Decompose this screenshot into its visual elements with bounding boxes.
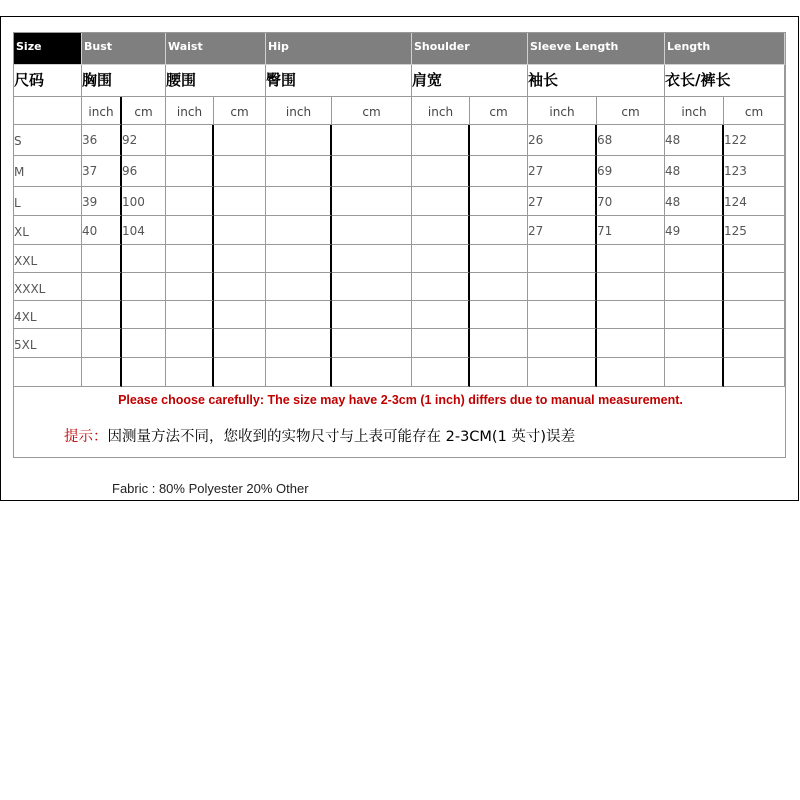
- header-cn-waist: 腰围: [166, 65, 266, 97]
- size-label: M: [14, 156, 82, 187]
- cell-waist-cm: [214, 125, 266, 156]
- cell-bust-cm: [122, 301, 166, 329]
- cell-waist-cm: [214, 329, 266, 358]
- cell-shoulder-in: [412, 245, 470, 273]
- cell-length-cm: 122: [724, 125, 785, 156]
- header-cn-bust: 胸围: [82, 65, 166, 97]
- cell-hip-in: [266, 329, 332, 358]
- header-waist: Waist: [166, 33, 266, 65]
- cell-length-in: [665, 329, 724, 358]
- cell-shoulder-in: [412, 358, 470, 387]
- cell-hip-cm: [332, 301, 412, 329]
- header-shoulder: Shoulder: [412, 33, 528, 65]
- header-cn-hip: 臀围: [266, 65, 412, 97]
- cell-shoulder-cm: [470, 301, 528, 329]
- unit-inch: inch: [528, 97, 597, 125]
- cell-sleeve-cm: [597, 329, 665, 358]
- cell-length-in: 48: [665, 187, 724, 216]
- cell-length-in: [665, 273, 724, 301]
- cell-hip-in: [266, 216, 332, 245]
- cell-hip-in: [266, 187, 332, 216]
- size-label: L: [14, 187, 82, 216]
- cell-sleeve-cm: 68: [597, 125, 665, 156]
- size-label: XXL: [14, 245, 82, 273]
- header-hip: Hip: [266, 33, 412, 65]
- cell-hip-in: [266, 125, 332, 156]
- size-label: 4XL: [14, 301, 82, 329]
- cell-shoulder-cm: [470, 245, 528, 273]
- header-bust: Bust: [82, 33, 166, 65]
- cell-bust-cm: 96: [122, 156, 166, 187]
- header-cn-length: 衣长/裤长: [665, 65, 785, 97]
- cell-hip-in: [266, 245, 332, 273]
- cell-waist-cm: [214, 216, 266, 245]
- cell-shoulder-cm: [470, 329, 528, 358]
- cell-sleeve-in: [528, 329, 597, 358]
- unit-cm: cm: [332, 97, 412, 125]
- cell-waist-in: [166, 358, 214, 387]
- unit-cm: cm: [724, 97, 785, 125]
- cell-hip-in: [266, 156, 332, 187]
- cell-length-cm: [724, 358, 785, 387]
- size-label: XL: [14, 216, 82, 245]
- cell-waist-cm: [214, 245, 266, 273]
- tip-label: 提示：: [64, 429, 108, 445]
- cell-bust-in: 37: [82, 156, 122, 187]
- cell-waist-cm: [214, 156, 266, 187]
- cell-length-cm: 125: [724, 216, 785, 245]
- cell-hip-in: [266, 273, 332, 301]
- cell-length-in: 49: [665, 216, 724, 245]
- cell-waist-cm: [214, 358, 266, 387]
- cell-length-cm: [724, 273, 785, 301]
- cell-hip-cm: [332, 187, 412, 216]
- cell-sleeve-in: 27: [528, 216, 597, 245]
- cell-hip-cm: [332, 156, 412, 187]
- cell-shoulder-cm: [470, 187, 528, 216]
- cell-sleeve-cm: [597, 301, 665, 329]
- cell-hip-cm: [332, 329, 412, 358]
- cell-bust-cm: [122, 358, 166, 387]
- cell-sleeve-cm: 71: [597, 216, 665, 245]
- header-length: Length: [665, 33, 785, 65]
- cell-sleeve-cm: [597, 245, 665, 273]
- cell-length-cm: 124: [724, 187, 785, 216]
- cell-shoulder-cm: [470, 125, 528, 156]
- unit-cm: cm: [597, 97, 665, 125]
- size-label: S: [14, 125, 82, 156]
- measurement-warning-chinese: [64, 425, 575, 446]
- measurement-warning-english: Please choose carefully: The size may have 2-3cm (1 inch) differs due to manual measurement.: [118, 393, 683, 407]
- cell-waist-cm: [214, 273, 266, 301]
- cell-shoulder-in: [412, 187, 470, 216]
- cell-bust-cm: [122, 273, 166, 301]
- cell-waist-in: [166, 273, 214, 301]
- cell-length-cm: [724, 301, 785, 329]
- cell-shoulder-cm: [470, 273, 528, 301]
- unit-inch: inch: [82, 97, 122, 125]
- cell-shoulder-in: [412, 216, 470, 245]
- size-label: 5XL: [14, 329, 82, 358]
- cell-shoulder-cm: [470, 216, 528, 245]
- cell-length-in: [665, 358, 724, 387]
- header-cn-size: 尺码: [14, 65, 82, 97]
- cell-sleeve-in: [528, 358, 597, 387]
- cell-bust-in: [82, 245, 122, 273]
- cell-bust-in: [82, 273, 122, 301]
- tip-text: 因测量方法不同，您收到的实物尺寸与上表可能存在 2-3CM(1 英寸)误差: [107, 429, 576, 445]
- cell-hip-in: [266, 358, 332, 387]
- header-sleeve-length: Sleeve Length: [528, 33, 665, 65]
- cell-waist-in: [166, 301, 214, 329]
- cell-bust-cm: [122, 329, 166, 358]
- cell-waist-in: [166, 125, 214, 156]
- cell-hip-cm: [332, 216, 412, 245]
- cell-bust-in: [82, 358, 122, 387]
- cell-waist-cm: [214, 301, 266, 329]
- cell-shoulder-cm: [470, 358, 528, 387]
- cell-bust-in: 36: [82, 125, 122, 156]
- cell-waist-in: [166, 329, 214, 358]
- cell-shoulder-in: [412, 329, 470, 358]
- cell-length-cm: [724, 245, 785, 273]
- cell-shoulder-in: [412, 273, 470, 301]
- unit-inch: inch: [665, 97, 724, 125]
- cell-length-in: [665, 245, 724, 273]
- size-label: [14, 358, 82, 387]
- unit-inch: inch: [266, 97, 332, 125]
- cell-length-in: 48: [665, 125, 724, 156]
- cell-length-in: 48: [665, 156, 724, 187]
- cell-bust-in: 40: [82, 216, 122, 245]
- cell-hip-cm: [332, 273, 412, 301]
- cell-sleeve-in: [528, 273, 597, 301]
- header-cn-sleeve-length: 袖长: [528, 65, 665, 97]
- cell-bust-in: [82, 329, 122, 358]
- cell-waist-in: [166, 216, 214, 245]
- unit-cm: cm: [214, 97, 266, 125]
- cell-shoulder-in: [412, 301, 470, 329]
- unit-cm: cm: [122, 97, 166, 125]
- cell-waist-in: [166, 156, 214, 187]
- cell-bust-cm: 104: [122, 216, 166, 245]
- header-cn-shoulder: 肩宽: [412, 65, 528, 97]
- cell-sleeve-cm: 69: [597, 156, 665, 187]
- size-label: XXXL: [14, 273, 82, 301]
- cell-sleeve-in: 27: [528, 156, 597, 187]
- cell-length-cm: 123: [724, 156, 785, 187]
- size-chart-table: [13, 32, 786, 458]
- cell-waist-cm: [214, 187, 266, 216]
- cell-hip-cm: [332, 125, 412, 156]
- cell-sleeve-in: [528, 301, 597, 329]
- cell-bust-cm: 92: [122, 125, 166, 156]
- cell-sleeve-cm: 70: [597, 187, 665, 216]
- cell-sleeve-cm: [597, 358, 665, 387]
- cell-sleeve-in: 26: [528, 125, 597, 156]
- cell-length-cm: [724, 329, 785, 358]
- cell-waist-in: [166, 245, 214, 273]
- unit-inch: inch: [412, 97, 470, 125]
- cell-sleeve-in: [528, 245, 597, 273]
- cell-bust-cm: 100: [122, 187, 166, 216]
- cell-waist-in: [166, 187, 214, 216]
- cell-hip-cm: [332, 358, 412, 387]
- fabric-composition: Fabric : 80% Polyester 20% Other: [112, 481, 309, 496]
- cell-sleeve-cm: [597, 273, 665, 301]
- header-size: Size: [14, 33, 82, 65]
- cell-shoulder-in: [412, 156, 470, 187]
- cell-sleeve-in: 27: [528, 187, 597, 216]
- cell-bust-cm: [122, 245, 166, 273]
- cell-hip-in: [266, 301, 332, 329]
- unit-cell-blank: [14, 97, 82, 125]
- cell-bust-in: [82, 301, 122, 329]
- cell-hip-cm: [332, 245, 412, 273]
- unit-inch: inch: [166, 97, 214, 125]
- cell-length-in: [665, 301, 724, 329]
- cell-shoulder-in: [412, 125, 470, 156]
- unit-cm: cm: [470, 97, 528, 125]
- cell-bust-in: 39: [82, 187, 122, 216]
- cell-shoulder-cm: [470, 156, 528, 187]
